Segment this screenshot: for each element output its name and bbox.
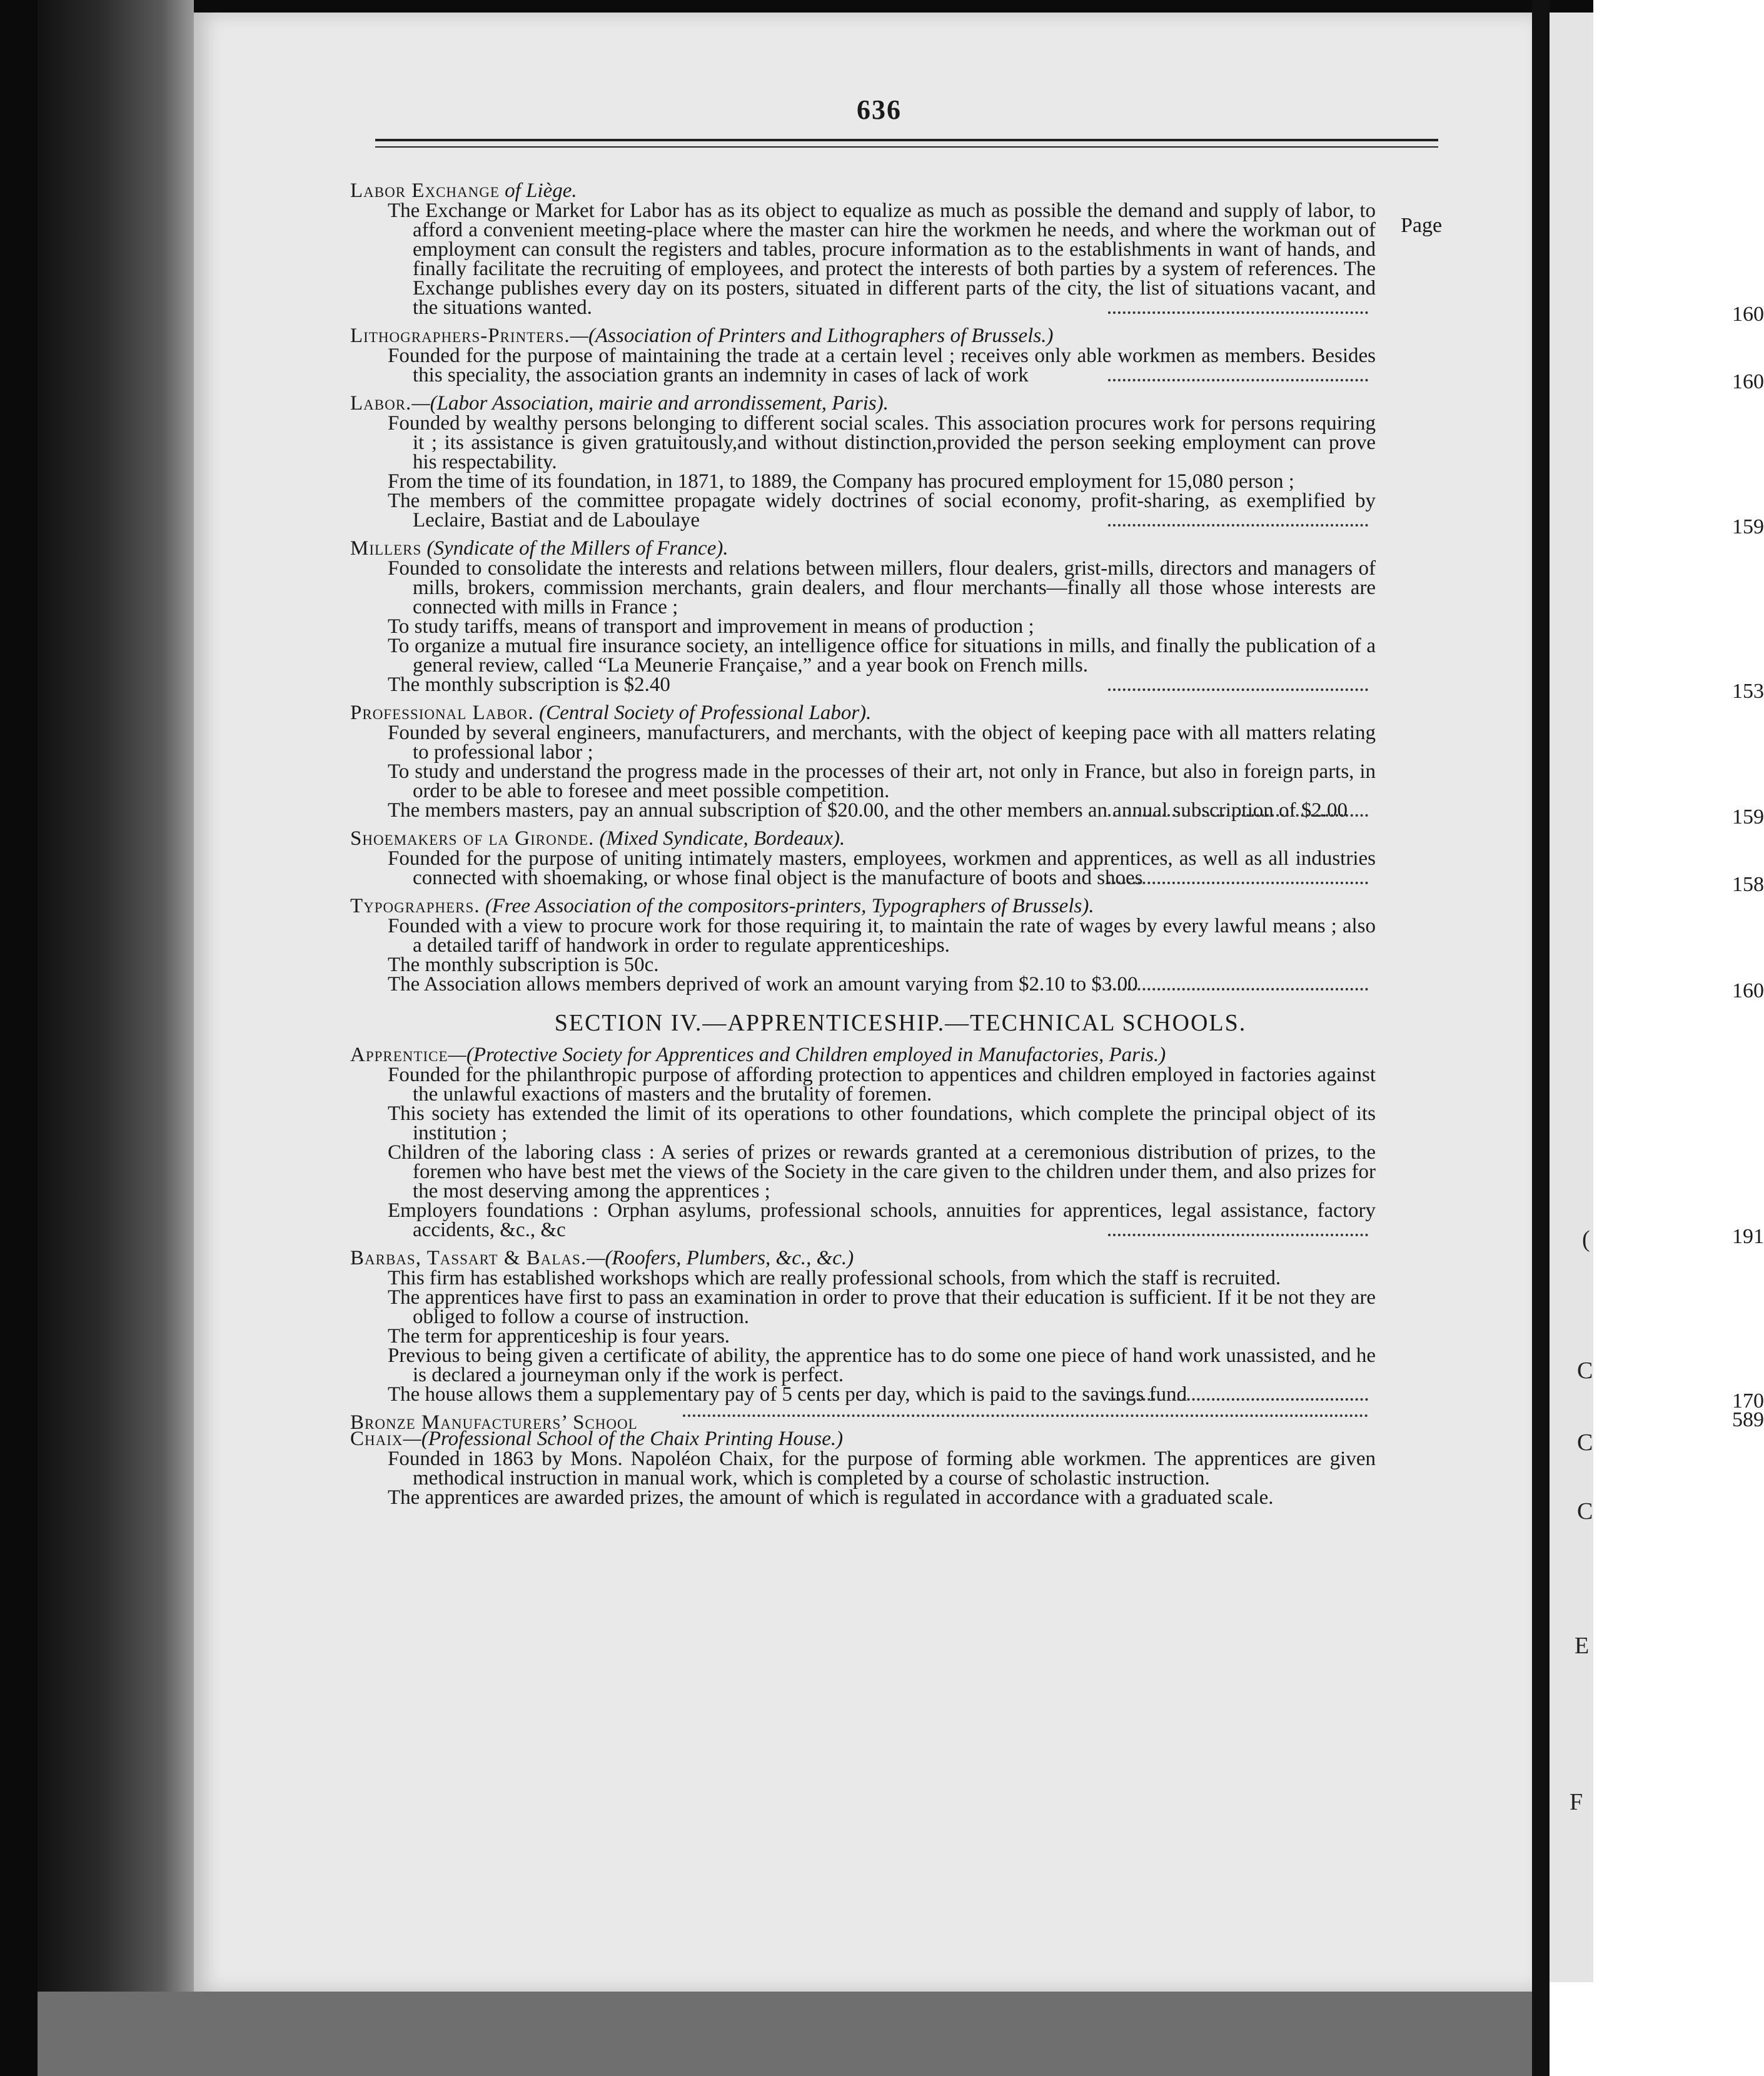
entry-paragraph: The house allows them a supplementary pay of 5 cents per day, which is paid to the savings fund <box>388 1383 1187 1406</box>
index-entry-typographers <box>350 895 1764 1002</box>
entry-paragraph: The Association allows members deprived of work an amount varying from $2.10 to $3.00 <box>388 973 1138 995</box>
dot-leader <box>1108 524 1368 527</box>
entry-paragraph: The apprentices are awarded prizes, the amount of which is regulated in accordance with a graduated scale. <box>388 1486 1274 1509</box>
entry-paragraph: To study tariffs, means of transport and improvement in means of production ; <box>388 615 1034 638</box>
index-entry-millers <box>350 537 1764 703</box>
entry-title: Labor Exchange <box>350 179 500 202</box>
entry-heading <box>350 1428 1376 1449</box>
page-bottom-edge <box>38 1992 1538 2076</box>
dot-leader <box>1108 379 1368 381</box>
page-ref-number: 159 <box>1732 515 1764 538</box>
entry-paragraph: Founded to consolidate the interests and relations between millers, flour dealers, grist-mills, directors and managers of mills, brokers, commission merchants, grain dealers, and flour merchants—finally all those whose interests are connected with mills in France ; <box>388 557 1376 618</box>
page-ref-number: 159 <box>1732 805 1764 829</box>
section-heading: SECTION IV.—APPRENTICESHIP.—TECHNICAL SCHOOLS. <box>554 1010 1247 1036</box>
entry-paragraph: Founded by wealthy persons belonging to different social scales. This association procures work for persons requiring it ; its assistance is given gratuitously,and without distinction,provided the person seeking employment can prove his respectability. <box>388 412 1376 473</box>
page-ref-number: 160 <box>1732 370 1764 393</box>
facing-page-letter: ( <box>1582 1226 1590 1252</box>
page-gutter <box>1532 0 1550 2076</box>
index-entry-barbas <box>350 1247 1764 1413</box>
entry-heading <box>350 895 1376 917</box>
facing-page-edge <box>1550 13 1593 1982</box>
entry-title: Professional Labor. <box>350 702 534 724</box>
entry-heading <box>350 1247 1376 1269</box>
entry-paragraph: Founded for the philanthropic purpose of affording protection to appentices and children employed in factories against the unlawful exactions of masters and the brutality of foremen. <box>388 1064 1376 1106</box>
page-ref-number: 191 <box>1732 1225 1764 1248</box>
entry-heading <box>350 702 1376 723</box>
index-entry-apprentice <box>350 1044 1764 1248</box>
entry-subtitle: (Free Association of the compositors-printers, Typographers of Brussels). <box>480 895 1094 917</box>
entry-subtitle: —(Labor Association, mairie and arrondissement, Paris). <box>411 392 889 415</box>
entry-heading <box>350 393 1376 414</box>
dot-leader <box>1108 1234 1368 1236</box>
entry-title: Barbas, Tassart & Balas. <box>350 1247 587 1269</box>
page-ref-number: 153 <box>1732 680 1764 703</box>
dot-leader <box>1108 688 1368 691</box>
scan-border-left <box>0 0 38 2076</box>
index-entry-bronze <box>350 1408 1764 1434</box>
dot-leader <box>1108 988 1368 990</box>
entry-heading <box>350 325 1376 346</box>
entry-paragraph: Employers foundations : Orphan asylums, professional schools, annuities for apprentices, legal assistance, factory accidents, &c., &c <box>388 1199 1376 1241</box>
entry-paragraph: Founded in 1863 by Mons. Napoléon Chaix, for the purpose of forming able workmen. The apprentices are given methodical instruction in manual work, which is completed by a course of scholastic instruction. <box>388 1448 1376 1489</box>
page-ref-number: 170 <box>1732 1389 1764 1413</box>
entry-subtitle: (Syndicate of the Millers of France). <box>421 537 728 560</box>
entry-paragraph: To study and understand the progress made in the processes of their art, not only in France, but also in foreign parts, in order to be able to foresee and meet possible competition. <box>388 760 1376 802</box>
entry-heading <box>350 180 1376 201</box>
entry-paragraph: To organize a mutual fire insurance society, an intelligence office for situations in mills, and finally the publication of a general review, called “La Meunerie Française,” and a year book on French mills. <box>388 635 1376 677</box>
entry-paragraph: Founded with a view to procure work for those requiring it, to maintain the rate of wages by every lawful means ; also a detailed tariff of handwork in order to regulate apprenticeships. <box>388 915 1376 957</box>
entry-paragraph: Founded for the purpose of maintaining the trade at a certain level ; receives only able workmen as members. Besides this speciality, the association grants an indemnity in cases of lack of work <box>388 345 1376 386</box>
entry-paragraph: The members of the committee propagate widely doctrines of social economy, profit-sharing, as exemplified by Leclaire, Bastiat and de Laboulaye <box>388 490 1376 532</box>
entry-title: Apprentice <box>350 1044 448 1066</box>
page-column-label: Page <box>1401 214 1443 237</box>
entry-paragraph: Previous to being given a certificate of ability, the apprentice has to do some one piece of hand work unassisted, and he is declared a journeyman only if the work is perfect. <box>388 1344 1376 1386</box>
facing-page-letter: C <box>1577 1498 1593 1524</box>
facing-page-letter: F <box>1570 1789 1583 1815</box>
entry-paragraph: From the time of its foundation, in 1871, to 1889, the Company has procured employment for 15,080 person ; <box>388 470 1294 493</box>
book-spine <box>38 0 194 2076</box>
facing-page-letter: C <box>1577 1429 1593 1456</box>
entry-title: Chaix <box>350 1428 403 1450</box>
index-entry-professional-labor <box>350 702 1764 829</box>
entry-subtitle: —(Association of Printers and Lithographers of Brussels.) <box>570 325 1054 347</box>
page-number: 636 <box>857 94 902 125</box>
entry-title: Labor. <box>350 392 412 415</box>
entry-paragraph: The monthly subscription is $2.40 <box>388 673 670 696</box>
scan-border-top <box>0 0 1593 13</box>
entry-title: Typographers. <box>350 895 480 917</box>
page-reference <box>350 370 1764 393</box>
entry-title: Bronze Manufacturers’ School <box>350 1411 638 1434</box>
entry-paragraph: The term for apprenticeship is four years. <box>388 1325 730 1348</box>
header-rule <box>375 139 1438 141</box>
page-reference <box>350 515 1764 538</box>
dot-leader <box>1108 882 1368 884</box>
entry-title: Shoemakers of la Gironde. <box>350 827 595 850</box>
entry-paragraph: The apprentices have first to pass an examination in order to prove that their education is sufficient. If it be not they are obliged to follow a course of instruction. <box>388 1286 1376 1328</box>
entry-paragraph: Children of the laboring class : A series of prizes or rewards granted at a ceremonious distribution of prizes, to the foremen who have best met the views of the Society in the care given to the children under them, and also prizes for the most deserving among the apprentices ; <box>388 1141 1376 1202</box>
entry-subtitle: —(Protective Society for Apprentices and Children employed in Manufactories, Paris.) <box>448 1044 1166 1066</box>
page-reference <box>350 873 1764 896</box>
entry-paragraph: Founded by several engineers, manufacturers, and merchants, with the object of keeping pace with all matters relating to professional labor ; <box>388 722 1376 763</box>
index-entry-labor <box>350 392 1764 538</box>
entry-paragraph: Founded for the purpose of uniting intimately masters, employees, workmen and apprentices, as well as all industries connected with shoemaking, or whose final object is the manufacture of boots and shoes <box>388 847 1376 889</box>
entry-subtitle: (Central Society of Professional Labor). <box>533 702 872 724</box>
facing-page-letter: E <box>1575 1633 1590 1659</box>
dot-leader <box>1108 311 1368 314</box>
page-ref-number: 589 <box>1732 1408 1764 1431</box>
entry-subtitle: (Mixed Syndicate, Bordeaux). <box>594 827 845 850</box>
index-entry-shoemakers <box>350 827 1764 896</box>
dot-leader <box>1108 1398 1368 1401</box>
entry-paragraph: This society has extended the limit of its operations to other foundations, which complete the principal object of its institution ; <box>388 1102 1376 1144</box>
entry-heading <box>350 538 1376 559</box>
facing-page-letter: C <box>1577 1358 1593 1384</box>
entry-title: Millers <box>350 537 422 560</box>
page-ref-number: 158 <box>1732 873 1764 896</box>
entry-heading <box>350 828 1376 849</box>
entry-title: Lithographers-Printers. <box>350 325 570 347</box>
entry-subtitle: —(Roofers, Plumbers, &c., &c.) <box>587 1247 854 1269</box>
index-entry-lithographers-printers <box>350 325 1764 393</box>
entry-heading <box>350 1044 1376 1066</box>
page-reference <box>350 303 1764 326</box>
entry-paragraph: The monthly subscription is 50c. <box>388 954 659 976</box>
entry-paragraph: This firm has established workshops which are really professional schools, from which the staff is recruited. <box>388 1267 1281 1289</box>
header-rule <box>375 146 1438 148</box>
entry-subtitle: —(Professional School of the Chaix Printing House.) <box>403 1428 844 1450</box>
index-entry-chaix <box>350 1428 1376 1508</box>
page-ref-number: 160 <box>1732 979 1764 1002</box>
page-ref-number: 160 <box>1732 303 1764 326</box>
entry-subtitle: of Liège. <box>499 179 577 202</box>
dot-leader <box>683 1414 1368 1417</box>
entry-paragraph: The Exchange or Market for Labor has as its object to equalize as much as possible the demand and supply of labor, to afford a convenient meeting-place where the master can hire the workmen he needs, and where the workman out of employment can consult the registers and tables, procure information as to the establishments in want of hands, and finally facilitate the recruiting of employees, and protect the interests of both parties by a system of references. The Exchange publishes every day on its posters, situated in different parts of the city, the list of situations vacant, and the situations wanted. <box>388 199 1376 319</box>
page-reference <box>350 1225 1764 1248</box>
dot-leader <box>1108 814 1368 817</box>
entry-paragraph: The members masters, pay an annual subscription of $20.00, and the other members an annual subscription of $2.00 <box>388 799 1348 822</box>
